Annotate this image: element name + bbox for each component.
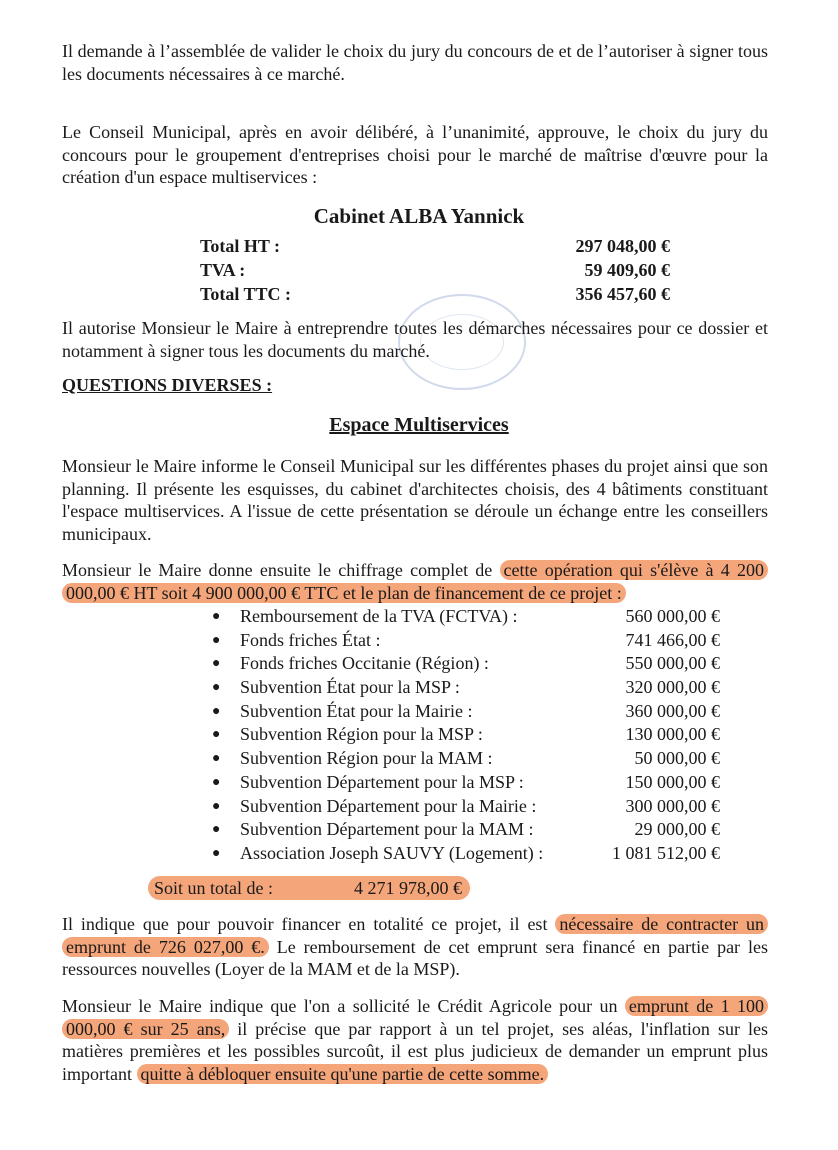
- authorize-paragraph: Il autorise Monsieur le Maire à entreprendre toutes les démarches nécessaires pour ce dossier et notamment à signer tous les documents du marché.: [62, 318, 768, 361]
- price-row-ht: [200, 235, 670, 258]
- highlight: nécessaire de contracter un emprunt de 726 027,00 €.: [62, 914, 768, 957]
- credit-paragraph: Monsieur le Maire indique que l'on a sollicité le Crédit Agricole pour un emprunt de 1 100 000,00 € sur 25 ans, il précise que par rapport à un tel projet, ses aléas, l'inflation sur les matières premières et les possibles surcoût, il est plus judicieux de demander un emprunt plus important quitte à débloquer ensuite qu'une partie de cette somme.: [62, 996, 768, 1084]
- total-value: 4 271 978,00 €: [354, 878, 462, 898]
- list-item: ● Subvention Région pour la MAM : 50 000,00 €: [212, 748, 720, 769]
- highlight: cette opération qui s'élève à 4 200 000,00 € HT soit 4 900 000,00 € TTC et le plan de financement de ce projet :: [62, 560, 768, 603]
- list-item: ● Association Joseph SAUVY (Logement) : 1 081 512,00 €: [212, 842, 720, 863]
- price-label: Total HT :: [200, 236, 281, 256]
- total-label: Soit un total de :: [154, 878, 273, 898]
- list-item: ● Subvention Département pour la Mairie : 300 000,00 €: [212, 795, 720, 816]
- list-item: ● Remboursement de la TVA (FCTVA) : 560 000,00 €: [212, 606, 720, 626]
- list-item: ● Fonds friches Occitanie (Région) : 550 000,00 €: [212, 653, 720, 674]
- price-label: TVA :: [200, 260, 246, 280]
- list-item: ● Subvention Département pour la MSP : 150 000,00 €: [212, 771, 720, 792]
- highlight: quitte à débloquer ensuite qu'une partie de cette somme.: [137, 1064, 549, 1084]
- planning-paragraph: Monsieur le Maire informe le Conseil Municipal sur les différentes phases du projet ainsi que son planning. Il présente les esquisses, du cabinet d'architectes choisis, des 4 bâtiments constituant l'espace multiservices. A l'issue de cette présentation se déroule un échange entre les conseillers municipaux.: [62, 456, 768, 544]
- decision-paragraph: Le Conseil Municipal, après en avoir délibéré, à l’unanimité, approuve, le choix du jury du concours pour le groupement d'entreprises choisi pour le marché de maîtrise d'œuvre pour la création d'un espace multiservices :: [62, 122, 768, 187]
- emprunt-paragraph: Il indique que pour pouvoir financer en totalité ce projet, il est nécessaire de contracter un emprunt de 726 027,00 €. Le remboursement de cet emprunt sera financé en partie par les ressources nouvelles (Loyer de la MAM et de la MSP).: [62, 914, 768, 979]
- price-value: 297 048,00 €: [575, 236, 670, 256]
- espace-title: Espace Multiservices: [329, 414, 509, 436]
- list-item: ● Subvention État pour la Mairie : 360 000,00 €: [212, 700, 720, 721]
- list-item: ● Subvention État pour la MSP : 320 000,00 €: [212, 677, 720, 698]
- price-value: 356 457,60 €: [575, 284, 670, 304]
- financing-list: [212, 605, 720, 866]
- price-row-tva: [200, 259, 670, 282]
- list-item: ● Fonds friches État : 741 466,00 €: [212, 629, 720, 650]
- list-item: ● Subvention Département pour la MAM : 29 000,00 €: [212, 819, 720, 840]
- intro-paragraph: Il demande à l’assemblée de valider le choix du jury du concours de et de l’autoriser à signer tous les documents nécessaires à ce marché.: [62, 41, 768, 84]
- highlight: emprunt de 1 100 000,00 € sur 25 ans,: [62, 996, 768, 1039]
- questions-heading: QUESTIONS DIVERSES :: [62, 375, 273, 395]
- price-label: Total TTC :: [200, 284, 292, 304]
- chiffrage-paragraph: Monsieur le Maire donne ensuite le chiffrage complet de cette opération qui s'élève à 4 200 000,00 € HT soit 4 900 000,00 € TTC et le plan de financement de ce projet :: [62, 559, 768, 604]
- price-value: 59 409,60 €: [584, 260, 670, 280]
- cabinet-title: Cabinet ALBA Yannick: [313, 204, 525, 228]
- total-row: [148, 876, 470, 900]
- list-item: ● Subvention Région pour la MSP : 130 000,00 €: [212, 724, 720, 745]
